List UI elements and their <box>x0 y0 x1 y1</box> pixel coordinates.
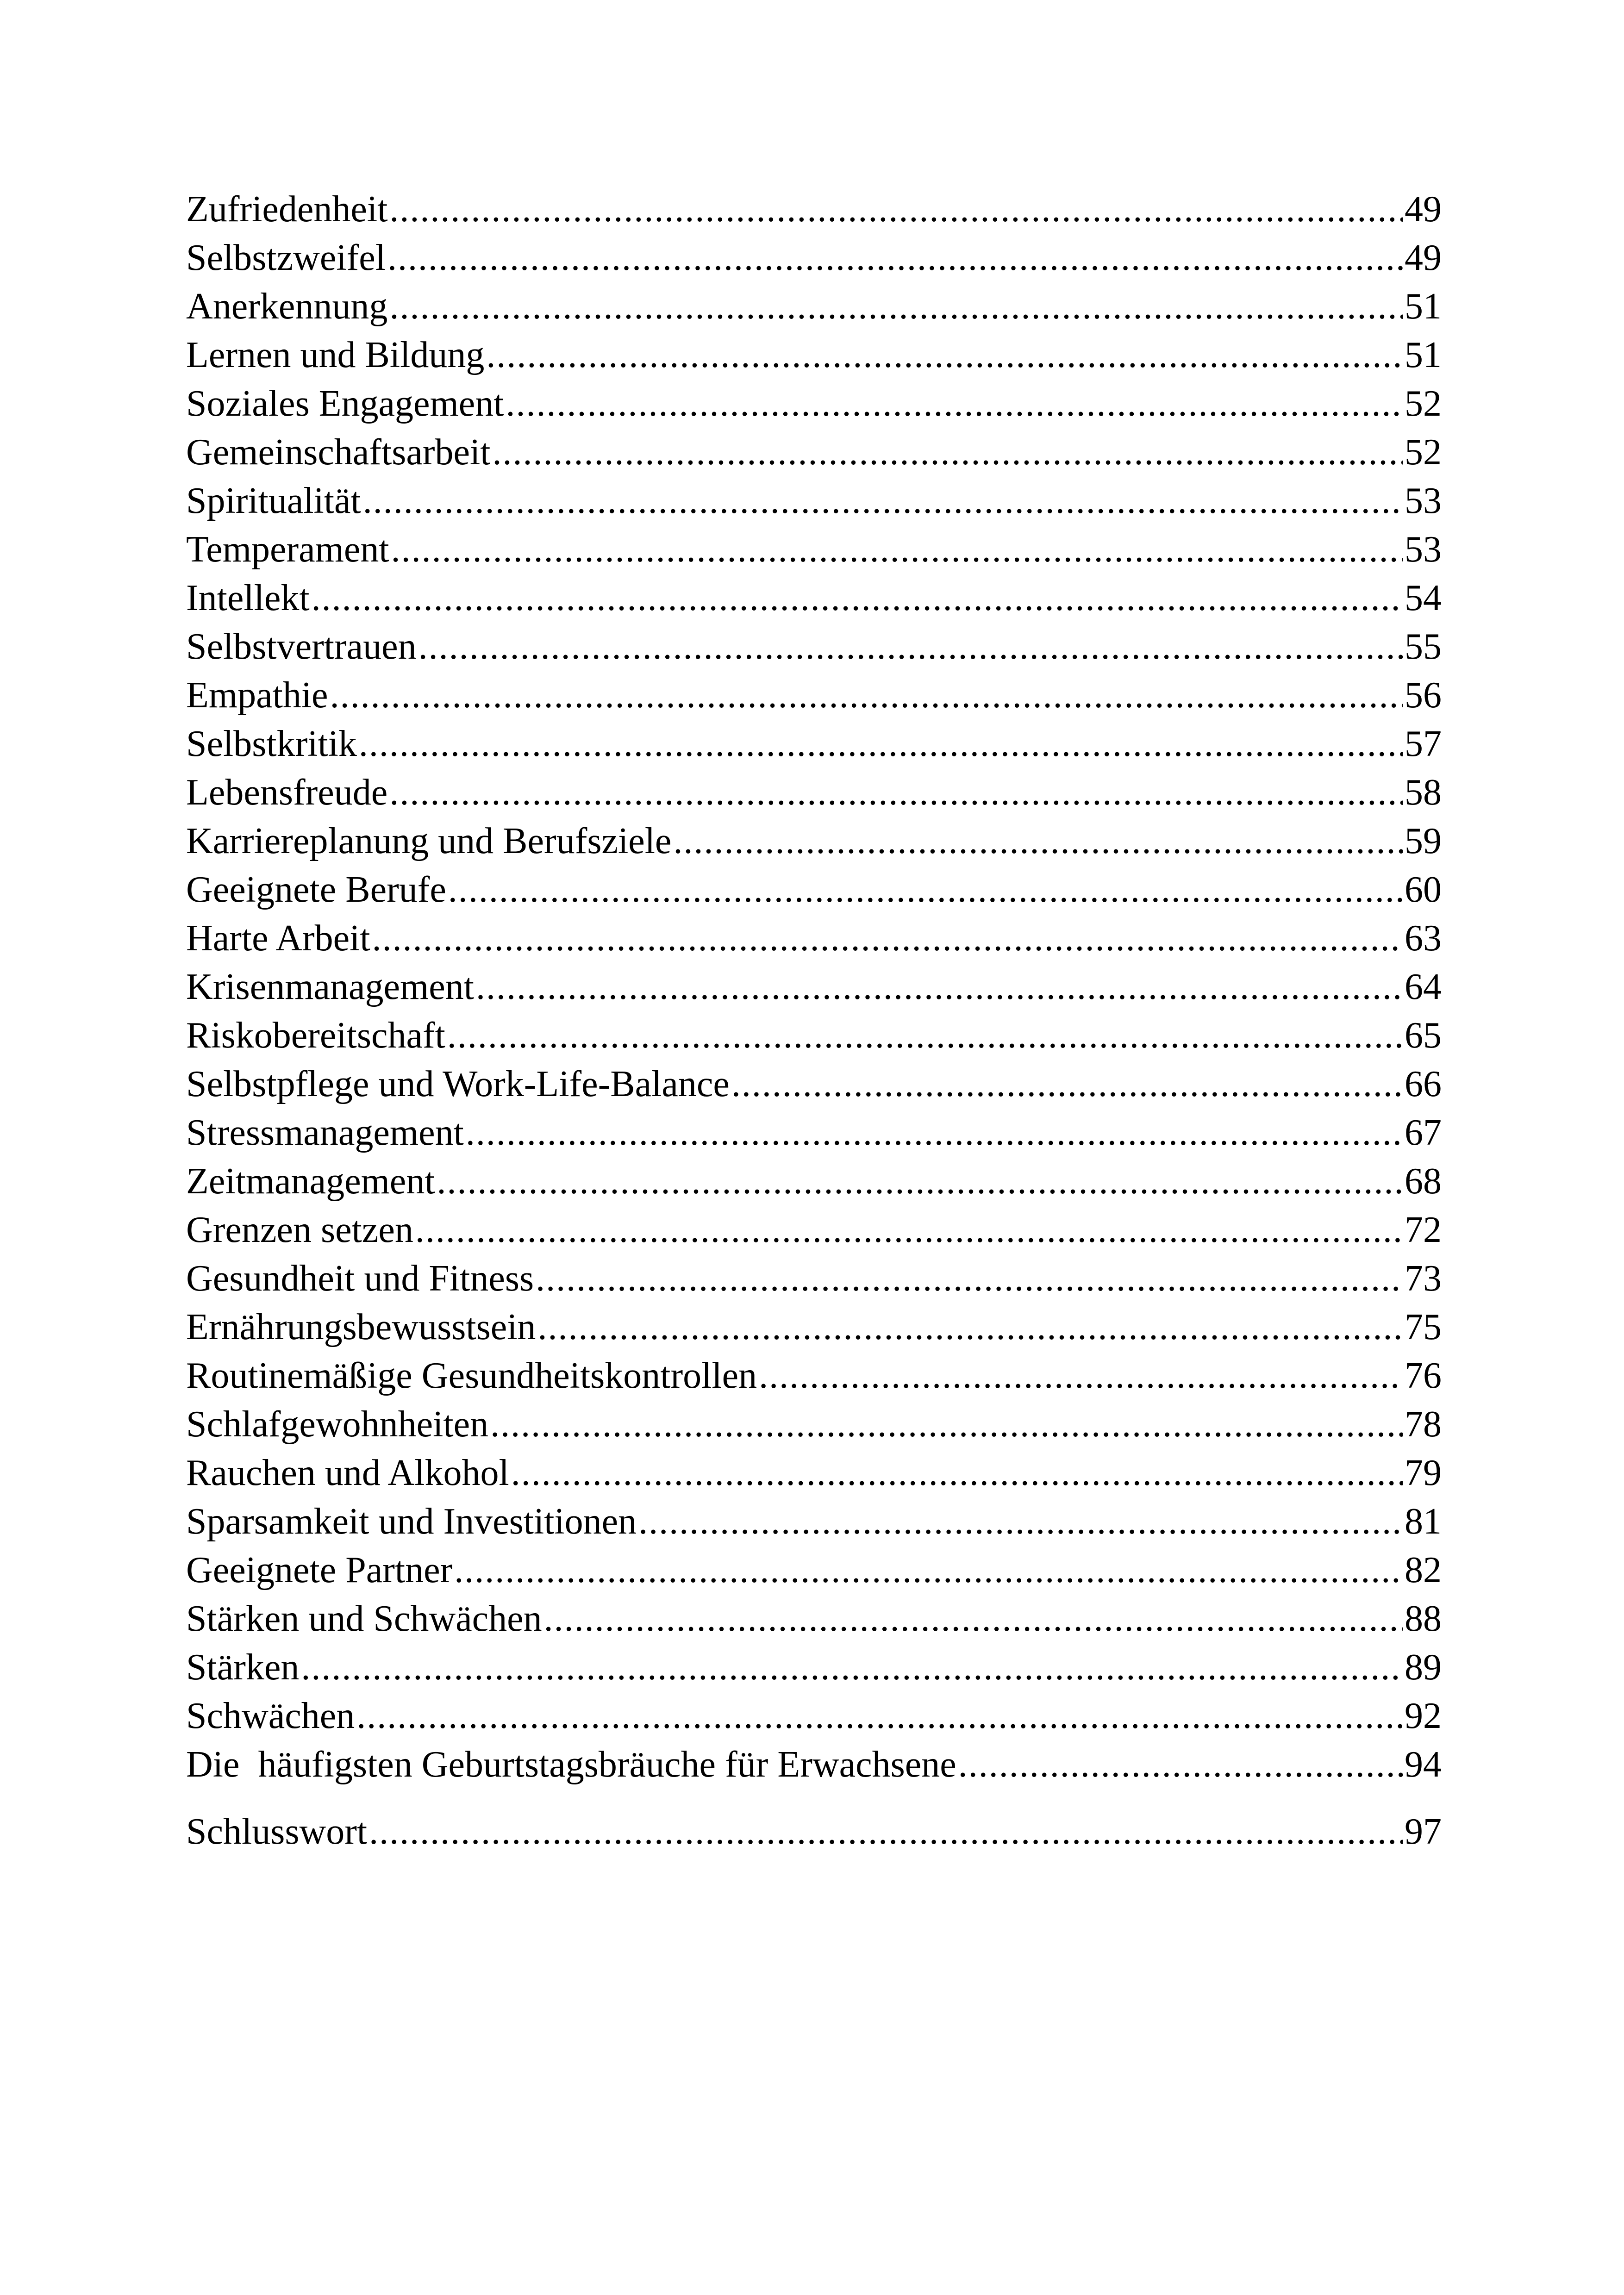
toc-page-number: 68 <box>1405 1161 1442 1202</box>
toc-dot-leader <box>387 234 1403 282</box>
toc-entry-staerken-und-schwaechen[interactable] <box>186 1595 1442 1643</box>
toc-page-number: 73 <box>1405 1258 1442 1299</box>
toc-dot-leader <box>418 623 1403 671</box>
toc-entry-staerken[interactable] <box>186 1643 1442 1692</box>
toc-dot-leader <box>466 1109 1403 1157</box>
toc-page-number: 66 <box>1405 1064 1442 1104</box>
toc-entry-karriereplanung[interactable] <box>186 817 1442 866</box>
toc-page-number: 51 <box>1405 286 1442 327</box>
toc-page-number: 59 <box>1405 821 1442 861</box>
toc-entry-gemeinschaftsarbeit[interactable] <box>186 428 1442 477</box>
toc-entry-title: Gesundheit und Fitness <box>186 1258 534 1299</box>
toc-entry-stressmanagement[interactable] <box>186 1109 1442 1157</box>
toc-page-number: 72 <box>1405 1210 1442 1250</box>
toc-entry-title: Selbstpflege und Work-Life-Balance <box>186 1064 730 1104</box>
toc-page-number: 78 <box>1405 1404 1442 1445</box>
toc-entry-rauchen-und-alkohol[interactable] <box>186 1449 1442 1497</box>
toc-dot-leader <box>330 671 1403 720</box>
toc-page-number: 49 <box>1405 189 1442 230</box>
toc-entry-schlusswort[interactable] <box>186 1808 1442 1856</box>
toc-dot-leader <box>447 1011 1403 1060</box>
toc-entry-title: Routinemäßige Gesundheitskontrollen <box>186 1355 757 1396</box>
toc-page-number: 67 <box>1405 1112 1442 1153</box>
toc-entry-title: Empathie <box>186 675 328 716</box>
toc-dot-leader <box>486 331 1403 380</box>
toc-entry-title: Anerkennung <box>186 286 388 327</box>
toc-page-number: 94 <box>1405 1744 1442 1785</box>
toc-entry-title: Stressmanagement <box>186 1112 464 1153</box>
toc-entry-title: Schlusswort <box>186 1811 368 1852</box>
toc-entry-geeignete-partner[interactable] <box>186 1546 1442 1595</box>
toc-entry-riskobereitschaft[interactable] <box>186 1011 1442 1060</box>
toc-entry-title: Zeitmanagement <box>186 1161 435 1202</box>
toc-entry-soziales-engagement[interactable] <box>186 380 1442 428</box>
toc-page-number: 53 <box>1405 529 1442 570</box>
toc-entry-title: Temperament <box>186 529 389 570</box>
toc-page-number: 63 <box>1405 918 1442 959</box>
toc-entry-title: Schlafgewohnheiten <box>186 1404 489 1445</box>
toc-page-number: 64 <box>1405 967 1442 1007</box>
toc-dot-leader <box>454 1546 1403 1595</box>
toc-dot-leader <box>389 185 1403 234</box>
toc-entry-title: Stärken <box>186 1647 300 1688</box>
toc-dot-leader <box>389 768 1403 817</box>
toc-entry-title: Selbstzweifel <box>186 237 386 278</box>
toc-page-number: 82 <box>1405 1550 1442 1590</box>
toc-entry-title: Stärken und Schwächen <box>186 1598 542 1639</box>
toc-entry-anerkennung[interactable] <box>186 282 1442 331</box>
toc-entry-title: Gemeinschaftsarbeit <box>186 432 491 473</box>
toc-dot-leader <box>448 866 1403 914</box>
toc-entry-title: Soziales Engagement <box>186 383 504 424</box>
toc-entry-title: Spiritualität <box>186 480 361 521</box>
toc-entry-schwaechen[interactable] <box>186 1692 1442 1740</box>
toc-entry-ernaehrungsbewusstsein[interactable] <box>186 1303 1442 1352</box>
toc-dot-leader <box>638 1497 1403 1546</box>
toc-entry-sparsamkeit[interactable] <box>186 1497 1442 1546</box>
toc-page-number: 81 <box>1405 1501 1442 1542</box>
toc-entry-title: Harte Arbeit <box>186 918 370 959</box>
toc-entry-selbstzweifel[interactable] <box>186 234 1442 282</box>
toc-page-number: 56 <box>1405 675 1442 716</box>
toc-entry-schlafgewohnheiten[interactable] <box>186 1400 1442 1449</box>
toc-page-number: 92 <box>1405 1696 1442 1736</box>
toc-entry-lebensfreude[interactable] <box>186 768 1442 817</box>
toc-page-number: 52 <box>1405 383 1442 424</box>
toc-entry-title: Ernährungsbewusstsein <box>186 1307 536 1347</box>
toc-page-number: 65 <box>1405 1015 1442 1056</box>
toc-entry-selbstpflege[interactable] <box>186 1060 1442 1109</box>
toc-dot-leader <box>389 282 1403 331</box>
toc-page-number: 55 <box>1405 626 1442 667</box>
toc-entry-title: Karriereplanung und Berufsziele <box>186 821 672 861</box>
toc-dot-leader <box>537 1303 1403 1352</box>
toc-entry-krisenmanagement[interactable] <box>186 963 1442 1011</box>
toc-page-number: 88 <box>1405 1598 1442 1639</box>
toc-dot-leader <box>312 574 1403 623</box>
toc-dot-leader <box>356 1692 1403 1740</box>
toc-dot-leader <box>437 1157 1403 1206</box>
toc-entry-gesundheitskontrollen[interactable] <box>186 1352 1442 1400</box>
toc-entry-title: Geeignete Berufe <box>186 869 446 910</box>
toc-entry-geburtstagsbraeuche[interactable] <box>186 1740 1442 1789</box>
toc-dot-leader <box>372 914 1403 963</box>
toc-dot-leader <box>493 428 1403 477</box>
toc-entry-gesundheit-und-fitness[interactable] <box>186 1254 1442 1303</box>
toc-entry-title: Zufriedenheit <box>186 189 388 230</box>
toc-entry-selbstvertrauen[interactable] <box>186 623 1442 671</box>
toc-dot-leader <box>759 1352 1403 1400</box>
toc-page-number: 53 <box>1405 480 1442 521</box>
toc-entry-title: Selbstvertrauen <box>186 626 417 667</box>
toc-entry-zufriedenheit[interactable] <box>186 185 1442 234</box>
toc-dot-leader <box>476 963 1403 1011</box>
toc-dot-leader <box>490 1400 1403 1449</box>
toc-dot-leader <box>544 1595 1403 1643</box>
toc-entry-title: Rauchen und Alkohol <box>186 1453 509 1493</box>
toc-dot-leader <box>359 720 1403 768</box>
toc-page-number: 58 <box>1405 772 1442 813</box>
toc-entry-spiritualitaet[interactable] <box>186 477 1442 525</box>
toc-entry-title: Krisenmanagement <box>186 967 474 1007</box>
toc-entry-title: Lebensfreude <box>186 772 388 813</box>
toc-page-number: 89 <box>1405 1647 1442 1688</box>
toc-dot-leader <box>369 1808 1403 1856</box>
toc-dot-leader <box>958 1740 1403 1789</box>
toc-dot-leader <box>731 1060 1403 1109</box>
toc-entry-title: Die häufigsten Geburtstagsbräuche für Erwachsene <box>186 1744 956 1785</box>
toc-entry-empathie[interactable] <box>186 671 1442 720</box>
toc-entry-intellekt[interactable] <box>186 574 1442 623</box>
toc-dot-leader <box>506 380 1403 428</box>
toc-entry-title: Riskobereitschaft <box>186 1015 445 1056</box>
toc-page-number: 51 <box>1405 335 1442 375</box>
toc-page-number: 60 <box>1405 869 1442 910</box>
toc-entry-title: Geeignete Partner <box>186 1550 453 1590</box>
toc-page-number: 52 <box>1405 432 1442 473</box>
toc-entry-zeitmanagement[interactable] <box>186 1157 1442 1206</box>
toc-entry-harte-arbeit[interactable] <box>186 914 1442 963</box>
toc-entry-geeignete-berufe[interactable] <box>186 866 1442 914</box>
toc-entry-lernen-und-bildung[interactable] <box>186 331 1442 380</box>
toc-entry-title: Schwächen <box>186 1696 355 1736</box>
toc-entry-title: Sparsamkeit und Investitionen <box>186 1501 637 1542</box>
table-of-contents <box>186 185 1442 1856</box>
toc-dot-leader <box>363 477 1403 525</box>
toc-dot-leader <box>673 817 1403 866</box>
toc-dot-leader <box>511 1449 1403 1497</box>
toc-entry-title: Lernen und Bildung <box>186 335 485 375</box>
toc-page-number: 54 <box>1405 578 1442 618</box>
toc-page-number: 75 <box>1405 1307 1442 1347</box>
toc-dot-leader <box>415 1206 1403 1254</box>
toc-page-number: 49 <box>1405 237 1442 278</box>
toc-entry-temperament[interactable] <box>186 525 1442 574</box>
toc-page-number: 76 <box>1405 1355 1442 1396</box>
toc-dot-leader <box>391 525 1403 574</box>
toc-page-number: 57 <box>1405 723 1442 764</box>
toc-entry-title: Selbstkritik <box>186 723 357 764</box>
toc-entry-grenzen-setzen[interactable] <box>186 1206 1442 1254</box>
toc-entry-title: Intellekt <box>186 578 310 618</box>
toc-page-number: 97 <box>1405 1811 1442 1852</box>
toc-dot-leader <box>301 1643 1403 1692</box>
toc-dot-leader <box>536 1254 1403 1303</box>
toc-page-number: 79 <box>1405 1453 1442 1493</box>
toc-entry-selbstkritik[interactable] <box>186 720 1442 768</box>
toc-entry-title: Grenzen setzen <box>186 1210 413 1250</box>
